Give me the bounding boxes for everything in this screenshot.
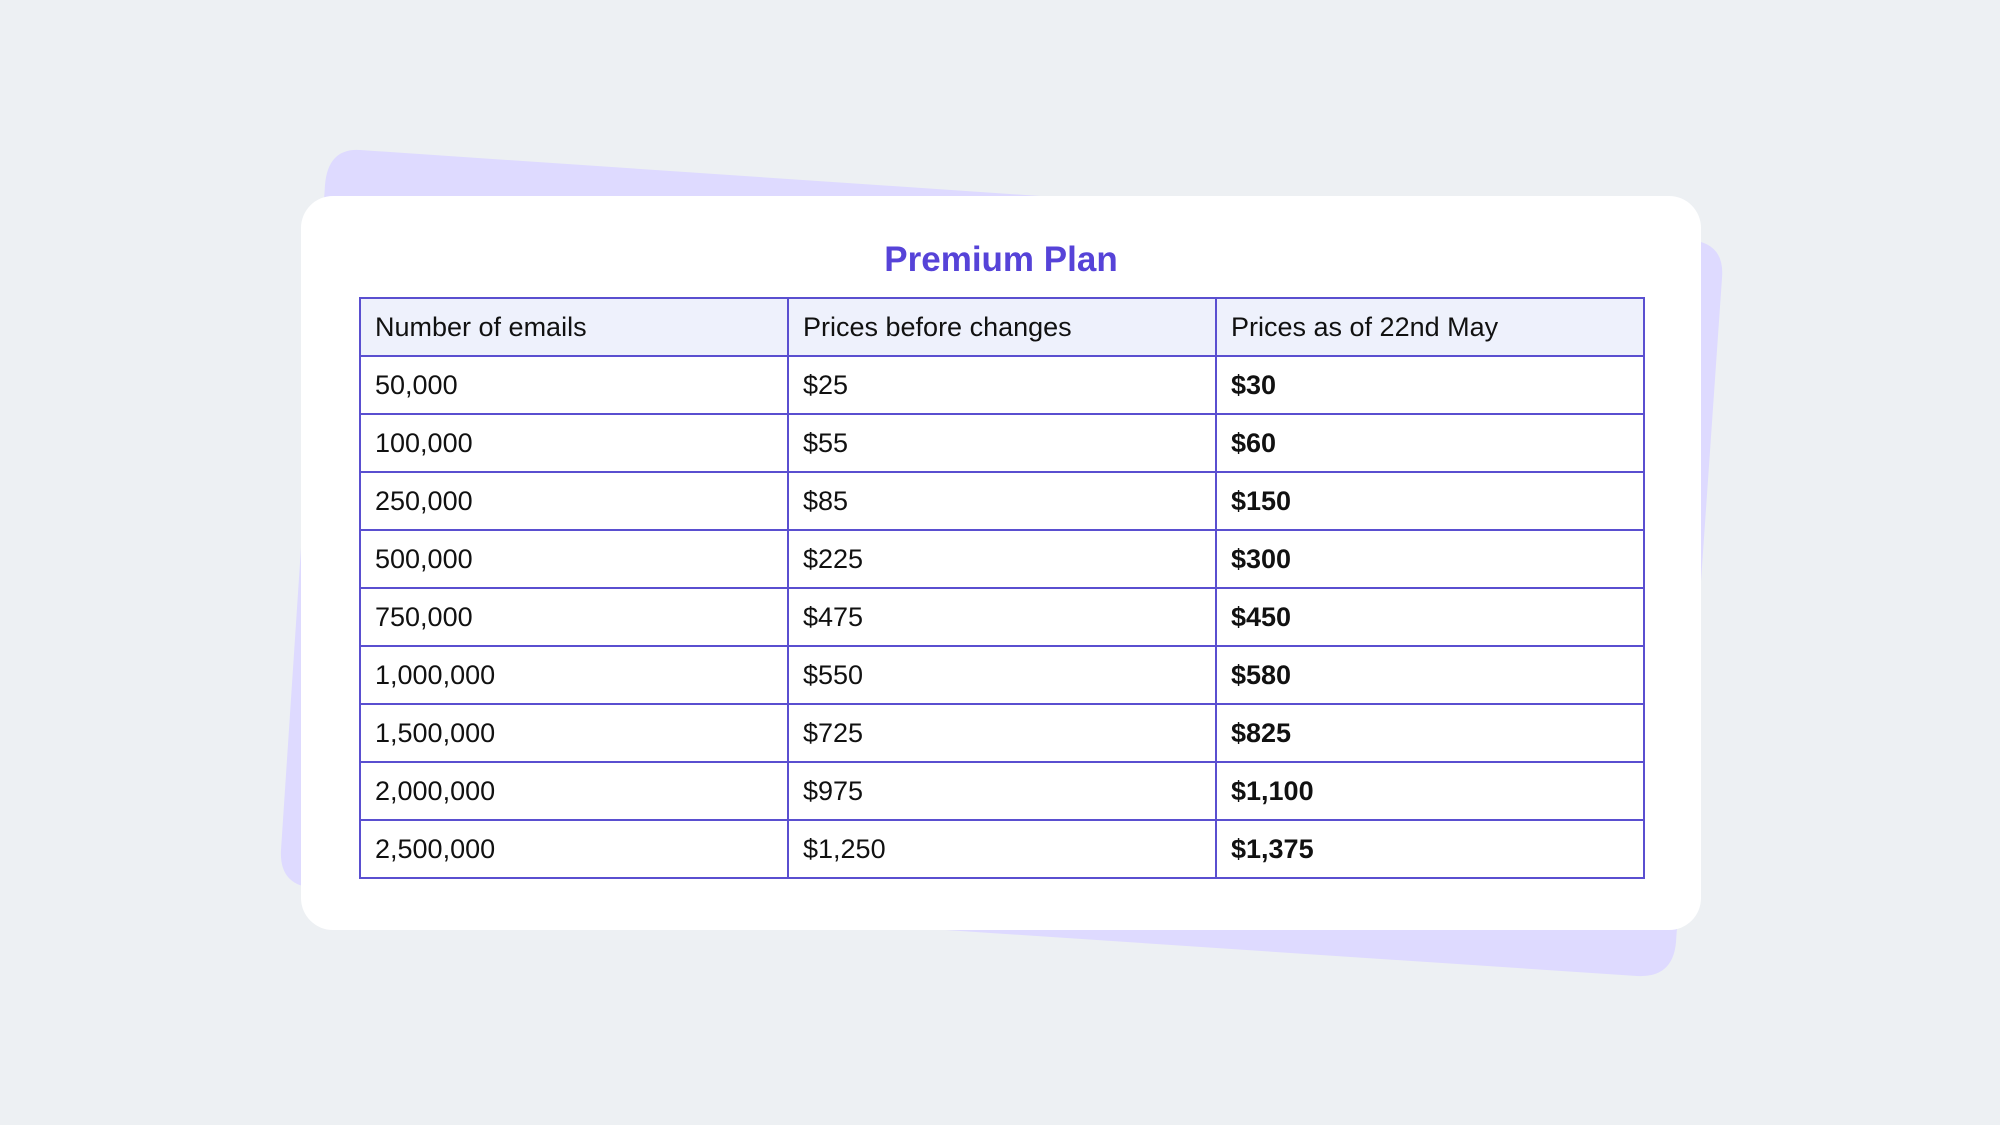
table-header-row xyxy=(360,298,1644,356)
email-count-cell: 500,000 xyxy=(360,530,788,588)
column-header-prices-before: Prices before changes xyxy=(788,298,1216,356)
column-header-emails: Number of emails xyxy=(360,298,788,356)
email-count-cell: 100,000 xyxy=(360,414,788,472)
email-count-cell: 2,500,000 xyxy=(360,820,788,878)
new-price-cell: $60 xyxy=(1216,414,1644,472)
old-price-cell: $85 xyxy=(788,472,1216,530)
table-row xyxy=(360,646,1644,704)
pricing-table xyxy=(359,297,1645,879)
email-count-cell: 750,000 xyxy=(360,588,788,646)
table-row xyxy=(360,414,1644,472)
new-price-cell: $150 xyxy=(1216,472,1644,530)
email-count-cell: 50,000 xyxy=(360,356,788,414)
table-row xyxy=(360,356,1644,414)
email-count-cell: 1,500,000 xyxy=(360,704,788,762)
plan-title: Premium Plan xyxy=(884,240,1118,279)
old-price-cell: $725 xyxy=(788,704,1216,762)
old-price-cell: $475 xyxy=(788,588,1216,646)
new-price-cell: $1,100 xyxy=(1216,762,1644,820)
table-row xyxy=(360,530,1644,588)
new-price-cell: $825 xyxy=(1216,704,1644,762)
new-price-cell: $30 xyxy=(1216,356,1644,414)
email-count-cell: 1,000,000 xyxy=(360,646,788,704)
email-count-cell: 2,000,000 xyxy=(360,762,788,820)
table-row xyxy=(360,820,1644,878)
new-price-cell: $580 xyxy=(1216,646,1644,704)
column-header-prices-new: Prices as of 22nd May xyxy=(1216,298,1644,356)
pricing-card xyxy=(301,196,1701,930)
table-row xyxy=(360,762,1644,820)
old-price-cell: $550 xyxy=(788,646,1216,704)
old-price-cell: $225 xyxy=(788,530,1216,588)
old-price-cell: $1,250 xyxy=(788,820,1216,878)
new-price-cell: $300 xyxy=(1216,530,1644,588)
table-row xyxy=(360,704,1644,762)
old-price-cell: $25 xyxy=(788,356,1216,414)
old-price-cell: $55 xyxy=(788,414,1216,472)
table-row xyxy=(360,588,1644,646)
table-row xyxy=(360,472,1644,530)
new-price-cell: $450 xyxy=(1216,588,1644,646)
new-price-cell: $1,375 xyxy=(1216,820,1644,878)
email-count-cell: 250,000 xyxy=(360,472,788,530)
old-price-cell: $975 xyxy=(788,762,1216,820)
